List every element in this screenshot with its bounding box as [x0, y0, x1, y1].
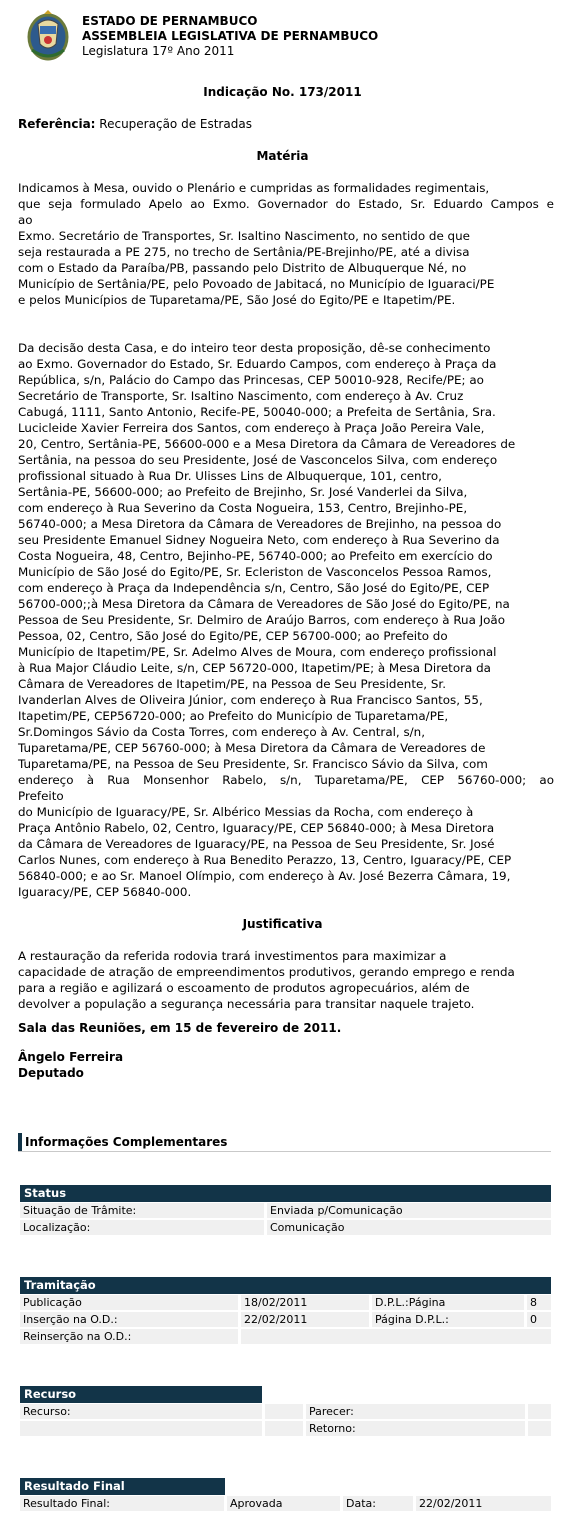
- paragraph-line: endereço à Rua Monsenhor Rabelo, s/n, Tuparetama/PE, CEP 56760-000; ao: [18, 773, 554, 787]
- info-heading-text: Informações Complementares: [25, 1135, 228, 1149]
- insercao-label: Inserção na O.D.:: [20, 1312, 238, 1327]
- pagina-dpl-value: 0: [527, 1312, 551, 1327]
- paragraph-line: Da decisão desta Casa, e do inteiro teor desta proposição, dê-se conhecimento: [18, 341, 491, 355]
- location-value: Comunicação: [267, 1220, 551, 1235]
- tramitacao-row: [20, 1295, 551, 1311]
- paragraph-line: Município de Itapetim/PE, Sr. Adelmo Alves de Moura, com endereço profissional: [18, 645, 497, 659]
- signer-name: Ângelo Ferreira: [18, 1050, 124, 1064]
- publicacao-date: 18/02/2011: [241, 1295, 369, 1310]
- page-header: [26, 8, 546, 66]
- paragraph-line: Carlos Nunes, com endereço à Rua Benedito Perazzo, 13, Centro, Iguaracy/PE, CEP: [18, 853, 512, 867]
- paragraph-line: Costa Nogueira, 48, Centro, Bejinho-PE, 56740-000; ao Prefeito em exercício do: [18, 549, 493, 563]
- dpl-pagina-value: 8: [527, 1295, 551, 1310]
- paragraph-line: Indicamos à Mesa, ouvido o Plenário e cumpridas as formalidades regimentais,: [18, 181, 490, 195]
- decisao-text: [18, 340, 554, 900]
- recurso-value: [265, 1404, 303, 1419]
- paragraph-line: e pelos Municípios de Tuparetama/PE, São José do Egito/PE e Itapetim/PE.: [18, 293, 456, 307]
- status-title: Status: [20, 1185, 551, 1202]
- session-date: Sala das Reuniões, em 15 de fevereiro de 2011.: [18, 1021, 342, 1035]
- materia-text: [18, 180, 554, 308]
- state-name: ESTADO DE PERNAMBUCO: [82, 14, 258, 28]
- paragraph-line: ao: [18, 213, 33, 227]
- location-row: [20, 1220, 551, 1236]
- status-row: [20, 1203, 551, 1219]
- recurso-row: [20, 1404, 551, 1420]
- dpl-pagina-label: D.P.L.:Página: [372, 1295, 524, 1310]
- paragraph-line: Itapetim/PE, CEP56720-000; ao Prefeito do Município de Tuparetama/PE,: [18, 709, 449, 723]
- paragraph-line: Sertânia-PE, 56600-000; ao Prefeito de Brejinho, Sr. José Vanderlei da Silva,: [18, 485, 468, 499]
- paragraph-line: 56840-000; e ao Sr. Manoel Olímpio, com endereço à Av. José Bezerra Câmara, 19,: [18, 869, 511, 883]
- status-value: Enviada p/Comunicação: [267, 1203, 551, 1218]
- tramitacao-row: [20, 1329, 551, 1345]
- pagina-dpl-label: Página D.P.L.:: [372, 1312, 524, 1327]
- legislature-info: Legislatura 17º Ano 2011: [82, 44, 235, 58]
- recurso-title: Recurso: [20, 1386, 262, 1403]
- paragraph-line: à Rua Major Cláudio Leite, s/n, CEP 56720-000, Itapetim/PE; à Mesa Diretora da: [18, 661, 491, 675]
- insercao-date: 22/02/2011: [241, 1312, 369, 1327]
- document-title: Indicação No. 173/2011: [203, 85, 362, 99]
- paragraph-line: Iguaracy/PE, CEP 56840-000.: [18, 885, 192, 899]
- paragraph-line: Prefeito: [18, 789, 64, 803]
- signature: [18, 1049, 123, 1081]
- paragraph-line: Lucicleide Xavier Ferreira dos Santos, com endereço à Praça João Pereira Vale,: [18, 421, 485, 435]
- publicacao-label: Publicação: [20, 1295, 238, 1310]
- paragraph-line: com endereço à Praça da Independência s/n, Centro, São José do Egito/PE, CEP: [18, 581, 490, 595]
- paragraph-line: 20, Centro, Sertânia-PE, 56600-000 e a Mesa Diretora da Câmara de Vereadores de: [18, 437, 516, 451]
- coat-of-arms-icon: [26, 10, 70, 62]
- recurso-label: Recurso:: [20, 1404, 262, 1419]
- reference-value: Recuperação de Estradas: [99, 117, 252, 131]
- recurso-empty: [20, 1421, 262, 1436]
- paragraph-line: Município de Sertânia/PE, pelo Povoado de Jabitacá, no Município de Iguaraci/PE: [18, 277, 495, 291]
- paragraph-line: Município de São José do Egito/PE, Sr. Ecleriston de Vasconcelos Pessoa Ramos,: [18, 565, 492, 579]
- paragraph-line: Sertânia, na pessoa do seu Presidente, José de Vasconcelos Silva, com endereço: [18, 453, 498, 467]
- paragraph-line: 56740-000; a Mesa Diretora da Câmara de Vereadores de Brejinho, na pessoa do: [18, 517, 502, 531]
- paragraph-line: República, s/n, Palácio do Campo das Princesas, CEP 50010-928, Recife/PE; ao: [18, 373, 484, 387]
- assembly-name: ASSEMBLEIA LEGISLATIVA DE PERNAMBUCO: [82, 29, 379, 43]
- retorno-label: Retorno:: [306, 1421, 525, 1436]
- info-heading: [18, 1133, 551, 1152]
- resultado-title: Resultado Final: [20, 1478, 225, 1495]
- retorno-value: [528, 1421, 551, 1436]
- paragraph-line: Tuparetama/PE, CEP 56760-000; à Mesa Diretora da Câmara de Vereadores de: [18, 741, 486, 755]
- paragraph-line: 56700-000;;à Mesa Diretora da Câmara de Vereadores de São José do Egito/PE, na: [18, 597, 510, 611]
- justificativa-heading: Justificativa: [242, 917, 323, 931]
- location-label: Localização:: [20, 1220, 264, 1235]
- tramitacao-title: Tramitação: [20, 1277, 551, 1294]
- paragraph-line: seu Presidente Emanuel Sidney Nogueira Neto, com endereço à Rua Severino da: [18, 533, 500, 547]
- paragraph-line: ao Exmo. Governador do Estado, Sr. Eduardo Campos, com endereço à Praça da: [18, 357, 497, 371]
- resultado-row: [20, 1496, 551, 1512]
- paragraph-line: A restauração da referida rodovia trará investimentos para maximizar a: [18, 949, 447, 963]
- paragraph-line: com endereço à Rua Severino da Costa Nogueira, 153, Centro, Brejinho-PE,: [18, 501, 468, 515]
- resultado-label: Resultado Final:: [20, 1496, 224, 1511]
- resultado-value: Aprovada: [227, 1496, 340, 1511]
- paragraph-line: Exmo. Secretário de Transportes, Sr. Isaltino Nascimento, no sentido de que: [18, 229, 470, 243]
- signer-role: Deputado: [18, 1066, 84, 1080]
- paragraph-line: Secretário de Transporte, Sr. Isaltino Nascimento, com endereço à Av. Cruz: [18, 389, 464, 403]
- paragraph-line: Câmara de Vereadores de Itapetim/PE, na Pessoa de Seu Presidente, Sr.: [18, 677, 446, 691]
- reference: [18, 117, 252, 131]
- paragraph-line: Pessoa de Seu Presidente, Sr. Delmiro de Araújo Barros, com endereço à Rua João: [18, 613, 505, 627]
- parecer-label: Parecer:: [306, 1404, 525, 1419]
- paragraph-line: Tuparetama/PE, na Pessoa de Seu Presidente, Sr. Francisco Sávio da Silva, com: [18, 757, 488, 771]
- paragraph-line: Sr.Domingos Sávio da Costa Torres, com endereço à Av. Central, s/n,: [18, 725, 425, 739]
- resultado-date-value: 22/02/2011: [416, 1496, 551, 1511]
- paragraph-line: para a região e agilizará o escoamento de produtos agropecuários, além de: [18, 981, 470, 995]
- reinsercao-value: [241, 1329, 551, 1344]
- status-label: Situação de Trâmite:: [20, 1203, 264, 1218]
- heading-bar: [18, 1133, 22, 1151]
- paragraph-line: da Câmara de Vereadores de Iguaracy/PE, na Pessoa de Seu Presidente, Sr. José: [18, 837, 495, 851]
- recurso-row: [20, 1421, 551, 1437]
- paragraph-line: do Município de Iguaracy/PE, Sr. Albérico Messias da Rocha, com endereço à: [18, 805, 474, 819]
- paragraph-line: seja restaurada a PE 275, no trecho de Sertânia/PE-Brejinho/PE, até a divisa: [18, 245, 470, 259]
- recurso-empty-value: [265, 1421, 303, 1436]
- paragraph-line: Ivanderlan Alves de Oliveira Júnior, com endereço à Rua Francisco Santos, 55,: [18, 693, 483, 707]
- reinsercao-label: Reinserção na O.D.:: [20, 1329, 238, 1344]
- materia-heading: Matéria: [256, 149, 309, 163]
- paragraph-line: profissional situado à Rua Dr. Ulisses Lins de Albuquerque, 101, centro,: [18, 469, 442, 483]
- resultado-date-label: Data:: [343, 1496, 413, 1511]
- paragraph-line: Praça Antônio Rabelo, 02, Centro, Iguaracy/PE, CEP 56840-000; à Mesa Diretora: [18, 821, 495, 835]
- paragraph-line: devolver a população a segurança necessária para transitar naquele trajeto.: [18, 997, 475, 1011]
- paragraph-line: com o Estado da Paraíba/PB, passando pelo Distrito de Albuquerque Né, no: [18, 261, 467, 275]
- paragraph-line: Pessoa, 02, Centro, São José do Egito/PE, CEP 56700-000; ao Prefeito do: [18, 629, 448, 643]
- reference-label: Referência:: [18, 117, 96, 131]
- paragraph-line: capacidade de atração de empreendimentos produtivos, gerando emprego e renda: [18, 965, 515, 979]
- justificativa-text: [18, 948, 554, 1012]
- tramitacao-row: [20, 1312, 551, 1328]
- parecer-value: [528, 1404, 551, 1419]
- paragraph-line: que seja formulado Apelo ao Exmo. Governador do Estado, Sr. Eduardo Campos e: [18, 197, 554, 211]
- paragraph-line: Cabugá, 1111, Santo Antonio, Recife-PE, 50040-000; a Prefeita de Sertânia, Sra.: [18, 405, 496, 419]
